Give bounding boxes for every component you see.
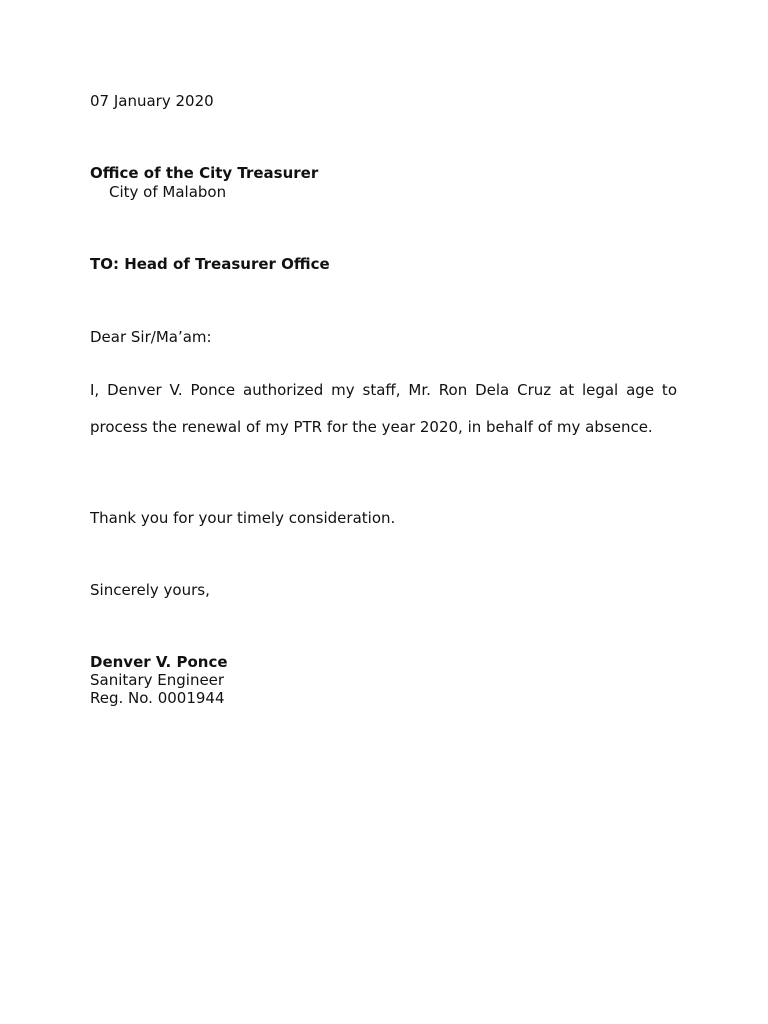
to-line: TO: Head of Treasurer Office	[90, 255, 330, 273]
letter-date: 07 January 2020	[90, 92, 214, 110]
signature-title: Sanitary Engineer	[90, 671, 225, 689]
body-paragraph-line-2: process the renewal of my PTR for the year 2020, in behalf of my absence.	[90, 418, 653, 436]
body-paragraph-line-1: I, Denver V. Ponce authorized my staff, Mr. Ron Dela Cruz at legal age to	[90, 381, 677, 399]
signature-registration: Reg. No. 0001944	[90, 689, 225, 707]
recipient-city: City of Malabon	[109, 183, 227, 201]
salutation: Dear Sir/Ma’am:	[90, 328, 212, 346]
closing: Sincerely yours,	[90, 581, 210, 599]
recipient-office: Office of the City Treasurer	[90, 164, 319, 182]
signature-name: Denver V. Ponce	[90, 653, 228, 671]
thanks-line: Thank you for your timely consideration.	[90, 509, 396, 527]
